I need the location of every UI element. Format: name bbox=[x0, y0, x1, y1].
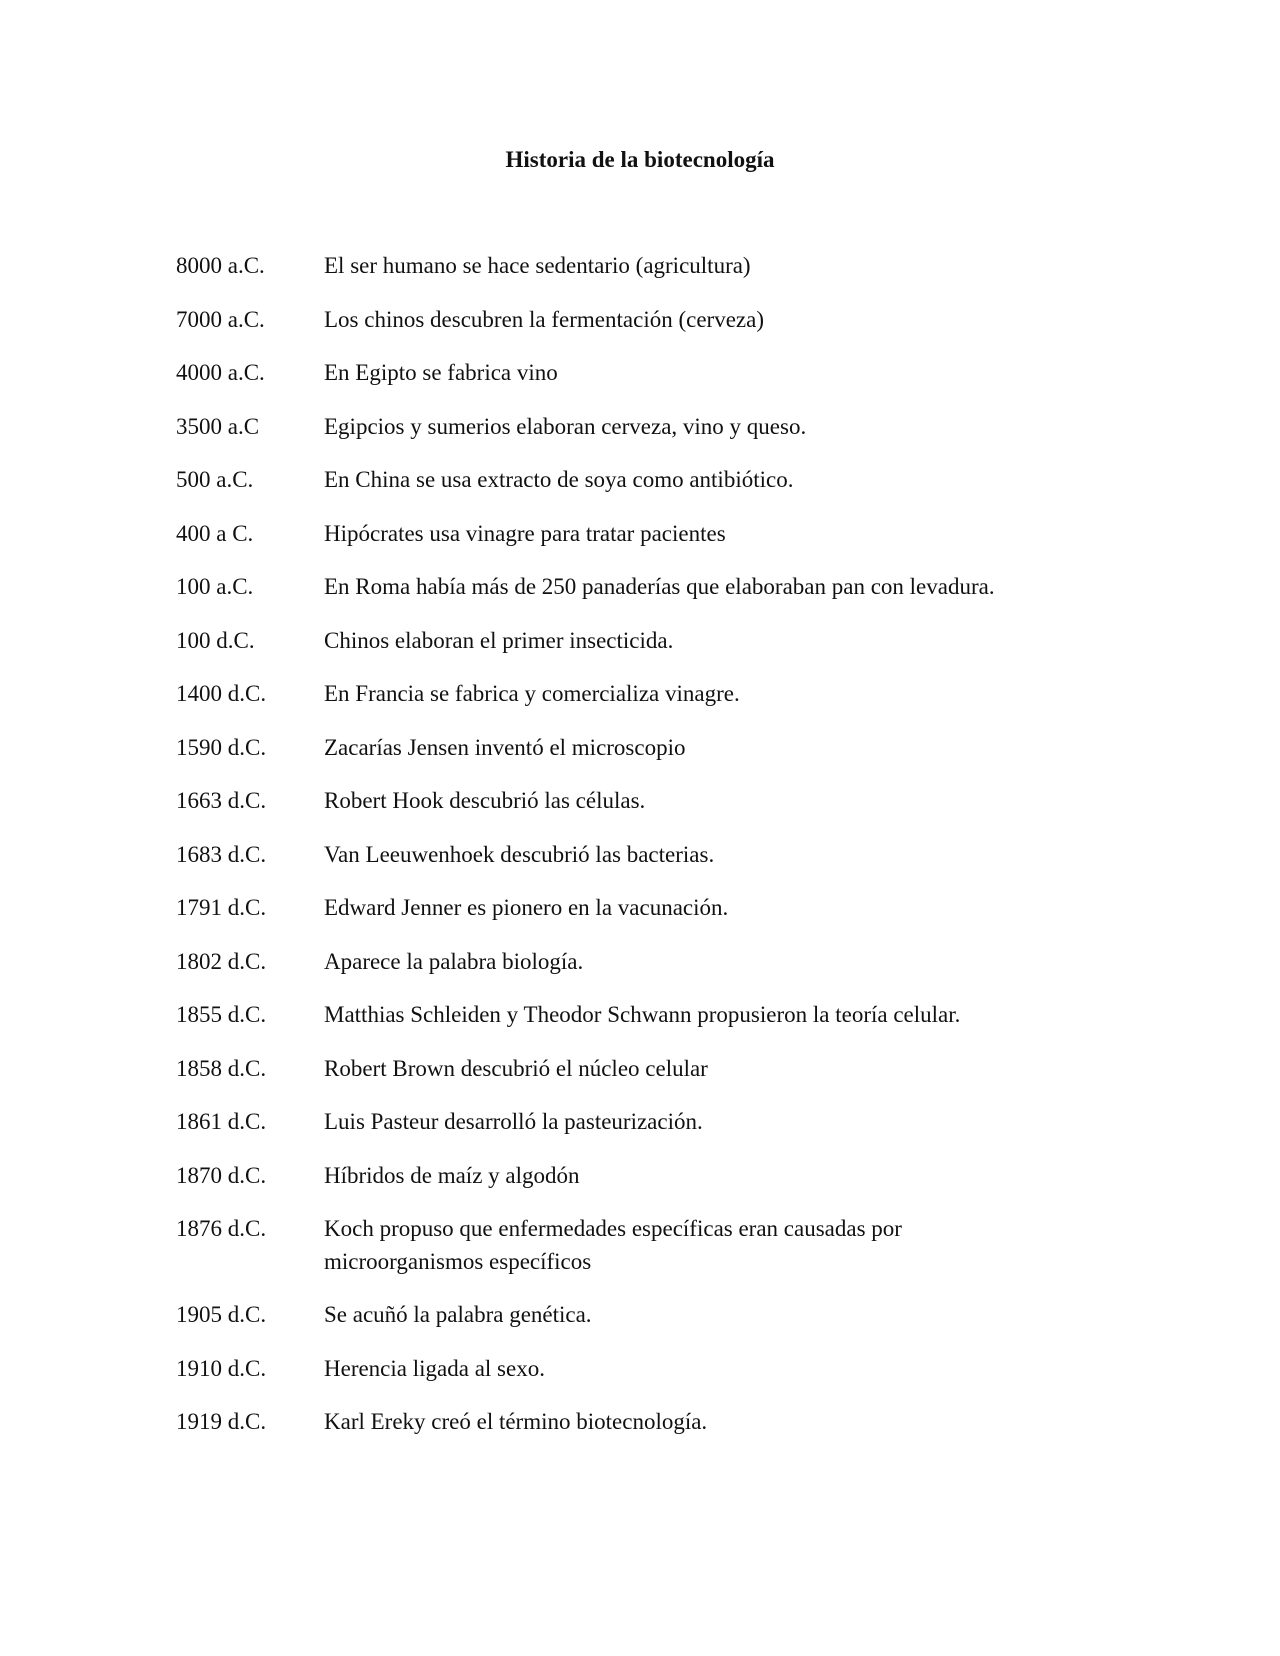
timeline-entry bbox=[176, 839, 1096, 872]
timeline-entry bbox=[176, 1213, 1096, 1278]
timeline-event: Aparece la palabra biología. bbox=[324, 948, 584, 974]
timeline-event: Karl Ereky creó el término biotecnología. bbox=[324, 1409, 708, 1434]
timeline-event: En Egipto se fabrica vino bbox=[324, 360, 558, 385]
timeline-date: 100 a.C. bbox=[176, 574, 254, 599]
timeline-date: 4000 a.C. bbox=[176, 360, 265, 385]
timeline-entry bbox=[176, 999, 1096, 1032]
timeline-event: Luis Pasteur desarrolló la pasteurización. bbox=[324, 1109, 703, 1134]
timeline-event: Se acuñó la palabra genética. bbox=[324, 1302, 592, 1327]
timeline-date: 1876 d.C. bbox=[176, 1216, 267, 1241]
timeline-event: El ser humano se hace sedentario (agricultura) bbox=[324, 253, 751, 278]
timeline-date: 1590 d.C. bbox=[176, 734, 267, 760]
timeline-entry bbox=[176, 250, 1096, 283]
timeline-date: 400 a C. bbox=[176, 520, 254, 546]
timeline-entry bbox=[176, 518, 1096, 551]
timeline-event: Los chinos descubren la fermentación (cerveza) bbox=[324, 306, 764, 332]
timeline-entry bbox=[176, 1160, 1096, 1193]
timeline-entry bbox=[176, 1406, 1096, 1439]
timeline-list bbox=[176, 250, 1096, 1460]
timeline-event: Robert Hook descubrió las células. bbox=[324, 788, 646, 813]
page-title: Historia de la biotecnología bbox=[505, 147, 775, 172]
timeline-date: 1400 d.C. bbox=[176, 681, 267, 706]
timeline-date: 1905 d.C. bbox=[176, 1302, 267, 1327]
timeline-date: 1910 d.C. bbox=[176, 1355, 267, 1381]
timeline-event: Koch propuso que enfermedades específicas eran causadas por microorganismos específicos bbox=[324, 1216, 902, 1274]
timeline-event: En Francia se fabrica y comercializa vinagre. bbox=[324, 681, 740, 706]
timeline-date: 1855 d.C. bbox=[176, 1002, 267, 1027]
timeline-date: 1861 d.C. bbox=[176, 1109, 267, 1134]
timeline-event: Chinos elaboran el primer insecticida. bbox=[324, 627, 674, 653]
timeline-event: En Roma había más de 250 panaderías que elaboraban pan con levadura. bbox=[324, 574, 995, 599]
timeline-date: 1870 d.C. bbox=[176, 1162, 267, 1188]
timeline-entry bbox=[176, 785, 1096, 818]
timeline-event: Zacarías Jensen inventó el microscopio bbox=[324, 734, 686, 760]
timeline-event: Herencia ligada al sexo. bbox=[324, 1355, 545, 1381]
timeline-entry bbox=[176, 571, 1096, 604]
timeline-entry bbox=[176, 625, 1096, 658]
timeline-entry bbox=[176, 464, 1096, 497]
timeline-entry bbox=[176, 411, 1096, 444]
timeline-entry bbox=[176, 1053, 1096, 1086]
timeline-date: 1919 d.C. bbox=[176, 1409, 267, 1434]
timeline-entry bbox=[176, 732, 1096, 765]
timeline-entry bbox=[176, 946, 1096, 979]
timeline-entry bbox=[176, 1106, 1096, 1139]
timeline-event: Egipcios y sumerios elaboran cerveza, vino y queso. bbox=[324, 413, 807, 439]
timeline-entry bbox=[176, 678, 1096, 711]
timeline-event: Hipócrates usa vinagre para tratar pacientes bbox=[324, 520, 726, 546]
timeline-date: 1791 d.C. bbox=[176, 895, 267, 920]
timeline-entry bbox=[176, 892, 1096, 925]
timeline-event: Robert Brown descubrió el núcleo celular bbox=[324, 1055, 708, 1081]
timeline-entry bbox=[176, 304, 1096, 337]
timeline-date: 7000 a.C. bbox=[176, 306, 265, 332]
timeline-date: 1858 d.C. bbox=[176, 1055, 267, 1081]
timeline-date: 1663 d.C. bbox=[176, 788, 267, 813]
timeline-entry bbox=[176, 357, 1096, 390]
timeline-date: 3500 a.C bbox=[176, 413, 260, 439]
timeline-date: 1802 d.C. bbox=[176, 948, 267, 974]
timeline-date: 1683 d.C. bbox=[176, 841, 267, 867]
timeline-event: Edward Jenner es pionero en la vacunación. bbox=[324, 895, 729, 920]
timeline-event: Matthias Schleiden y Theodor Schwann propusieron la teoría celular. bbox=[324, 1002, 961, 1027]
timeline-entry bbox=[176, 1299, 1096, 1332]
timeline-event: Híbridos de maíz y algodón bbox=[324, 1162, 580, 1188]
timeline-date: 100 d.C. bbox=[176, 627, 255, 653]
timeline-event: Van Leeuwenhoek descubrió las bacterias. bbox=[324, 841, 715, 867]
timeline-event: En China se usa extracto de soya como antibiótico. bbox=[324, 467, 794, 492]
timeline-date: 8000 a.C. bbox=[176, 253, 265, 278]
timeline-entry bbox=[176, 1353, 1096, 1386]
timeline-date: 500 a.C. bbox=[176, 467, 254, 492]
